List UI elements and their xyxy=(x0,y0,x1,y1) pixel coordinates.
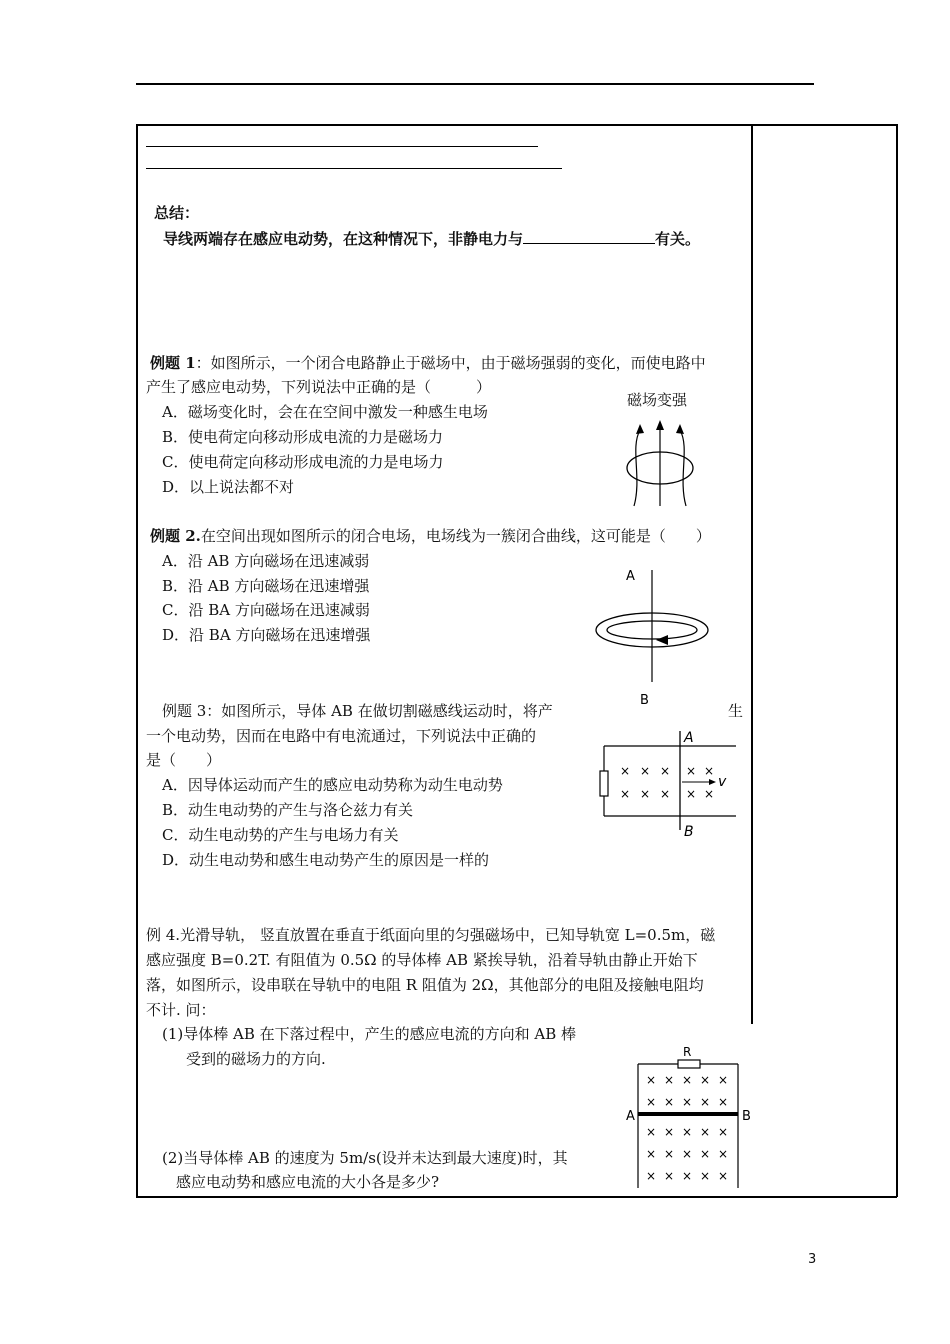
arrowhead-left xyxy=(636,424,644,434)
field-cross: × xyxy=(664,1125,675,1139)
velocity-arrowhead xyxy=(709,779,716,785)
field-cross: × xyxy=(682,1147,693,1161)
example4-q1-line1: (1)导体棒 AB 在下落过程中，产生的感应电流的方向和 AB 棒 xyxy=(162,1025,577,1043)
example2-option-b: B．沿 AB 方向磁场在迅速增强 xyxy=(162,577,370,595)
field-cross: × xyxy=(646,1147,657,1161)
field-cross: × xyxy=(620,787,631,801)
field-cross: × xyxy=(640,764,651,778)
table-top-border xyxy=(136,124,897,126)
field-cross: × xyxy=(660,764,671,778)
example1-option-a: A．磁场变化时，会在在空间中激发一种感生电场 xyxy=(162,403,488,421)
example2-stem-text: 在空间出现如图所示的闭合电场，电场线为一簇闭合曲线，这可能是（ ） xyxy=(200,527,711,545)
example4-q2-line2: 感应电动势和感应电流的大小各是多少? xyxy=(176,1173,440,1191)
example2-option-a: A．沿 AB 方向磁场在迅速减弱 xyxy=(162,552,370,570)
field-cross: × xyxy=(646,1073,657,1087)
table-bottom-border xyxy=(136,1196,897,1198)
field-cross: × xyxy=(664,1073,675,1087)
example3-figure xyxy=(596,726,741,840)
example3-option-c: C．动生电动势的产生与电场力有关 xyxy=(162,826,399,844)
example2-figure xyxy=(590,562,720,712)
field-cross: × xyxy=(704,787,715,801)
table-right-border xyxy=(896,124,898,1197)
example2-label-a: A xyxy=(626,569,635,584)
field-cross: × xyxy=(646,1125,657,1139)
example1-figure xyxy=(620,408,720,508)
example4-stem-line4: 不计. 问： xyxy=(146,1001,216,1019)
field-cross: × xyxy=(700,1095,711,1109)
example4-figure xyxy=(622,1044,754,1192)
example4-label-b: B xyxy=(742,1109,751,1124)
field-cross: × xyxy=(686,787,697,801)
field-cross: × xyxy=(664,1147,675,1161)
field-cross: × xyxy=(664,1169,675,1183)
field-cross: × xyxy=(718,1125,729,1139)
example4-q2-line1: (2)当导体棒 AB 的速度为 5m/s(设并未达到最大速度)时，其 xyxy=(162,1149,568,1167)
field-cross: × xyxy=(682,1095,693,1109)
summary-blank xyxy=(523,229,655,244)
field-cross: × xyxy=(700,1125,711,1139)
field-cross: × xyxy=(664,1095,675,1109)
example2-option-d: D．沿 BA 方向磁场在迅速增强 xyxy=(162,626,371,644)
summary-text xyxy=(163,229,700,249)
example3-stem-line2: 一个电动势，因而在电路中有电流通过，下列说法中正确的 xyxy=(146,727,537,745)
field-cross: × xyxy=(700,1169,711,1183)
example2-option-c: C．沿 BA 方向磁场在迅速减弱 xyxy=(162,601,370,619)
example2-stem xyxy=(150,526,711,546)
example1-option-c: C．使电荷定向移动形成电流的力是电场力 xyxy=(162,453,444,471)
example3-option-b: B．动生电动势的产生与洛仑兹力有关 xyxy=(162,801,414,819)
field-cross: × xyxy=(686,764,697,778)
example1-stem-line1 xyxy=(150,353,706,373)
conductor-ab xyxy=(638,1112,738,1116)
answer-line-1 xyxy=(146,146,538,147)
example3-option-a: A．因导体运动而产生的感应电动势称为动生电动势 xyxy=(162,776,503,794)
example4-stem-line1: 例 4.光滑导轨， 竖直放置在垂直于纸面向里的匀强磁场中，已知导轨宽 L=0.5m，磁 xyxy=(146,926,716,944)
field-cross: × xyxy=(718,1073,729,1087)
example3-label-a: A xyxy=(684,730,694,746)
field-cross: × xyxy=(704,764,715,778)
resistor-r xyxy=(678,1060,700,1068)
example3-label-b: B xyxy=(684,824,694,840)
table-divider xyxy=(751,124,753,1024)
field-crosses xyxy=(646,1073,728,1183)
example4-label-r: R xyxy=(683,1045,692,1059)
example1-option-b: B．使电荷定向移动形成电流的力是磁场力 xyxy=(162,428,444,446)
example1-title: 例题 1 xyxy=(150,354,196,372)
summary-text-before: 导线两端存在感应电动势，在这种情况下，非静电力与 xyxy=(163,230,524,248)
example4-q1-line2: 受到的磁场力的方向. xyxy=(186,1050,326,1068)
field-cross: × xyxy=(718,1147,729,1161)
loop-arrowhead xyxy=(656,635,668,645)
answer-line-2 xyxy=(146,168,562,169)
example3-label-v: v xyxy=(718,774,727,790)
header-rule xyxy=(136,83,814,85)
example4-stem-line3: 落，如图所示，设串联在导轨中的电阻 R 阻值为 2Ω，其他部分的电阻及接触电阻均 xyxy=(146,976,704,994)
example4-label-a: A xyxy=(626,1109,635,1124)
example2-title: 例题 2. xyxy=(150,527,201,545)
summary-label: 总结： xyxy=(154,204,200,222)
field-cross: × xyxy=(646,1169,657,1183)
example1-stem-line2: 产生了感应电动势，下列说法中正确的是（ ） xyxy=(146,378,492,396)
field-cross: × xyxy=(718,1169,729,1183)
table-left-border xyxy=(136,124,138,1197)
example1-stem-text: ：如图所示，一个闭合电路静止于磁场中，由于磁场强弱的变化，而使电路中 xyxy=(195,354,706,372)
resistor xyxy=(600,771,608,796)
summary-text-after: 有关。 xyxy=(655,230,701,248)
example1-figure-label: 磁场变强 xyxy=(627,391,688,409)
arrowhead-middle xyxy=(656,420,664,430)
field-cross: × xyxy=(640,787,651,801)
example3-stem-line3: 是（ ） xyxy=(146,751,222,769)
field-cross: × xyxy=(682,1073,693,1087)
field-cross: × xyxy=(718,1095,729,1109)
example3-stem-line1-end: 生 xyxy=(728,702,744,720)
field-cross: × xyxy=(700,1147,711,1161)
example1-option-d: D．以上说法都不对 xyxy=(162,478,295,496)
example3-stem-line1: 例题 3：如图所示，导体 AB 在做切割磁感线运动时，将产 xyxy=(162,702,553,720)
page-number: 3 xyxy=(808,1252,817,1267)
field-cross: × xyxy=(700,1073,711,1087)
field-line-right xyxy=(680,430,686,506)
example2-label-b: B xyxy=(640,693,649,708)
field-line-left xyxy=(634,430,640,506)
field-cross: × xyxy=(646,1095,657,1109)
field-cross: × xyxy=(620,764,631,778)
example4-stem-line2: 感应强度 B=0.2T. 有阻值为 0.5Ω 的导体棒 AB 紧挨导轨，沿着导轨由静止开始下 xyxy=(146,951,698,969)
field-cross: × xyxy=(682,1125,693,1139)
arrowhead-right xyxy=(676,424,684,434)
example3-option-d: D．动生电动势和感生电动势产生的原因是一样的 xyxy=(162,851,490,869)
field-cross: × xyxy=(660,787,671,801)
field-cross: × xyxy=(682,1169,693,1183)
